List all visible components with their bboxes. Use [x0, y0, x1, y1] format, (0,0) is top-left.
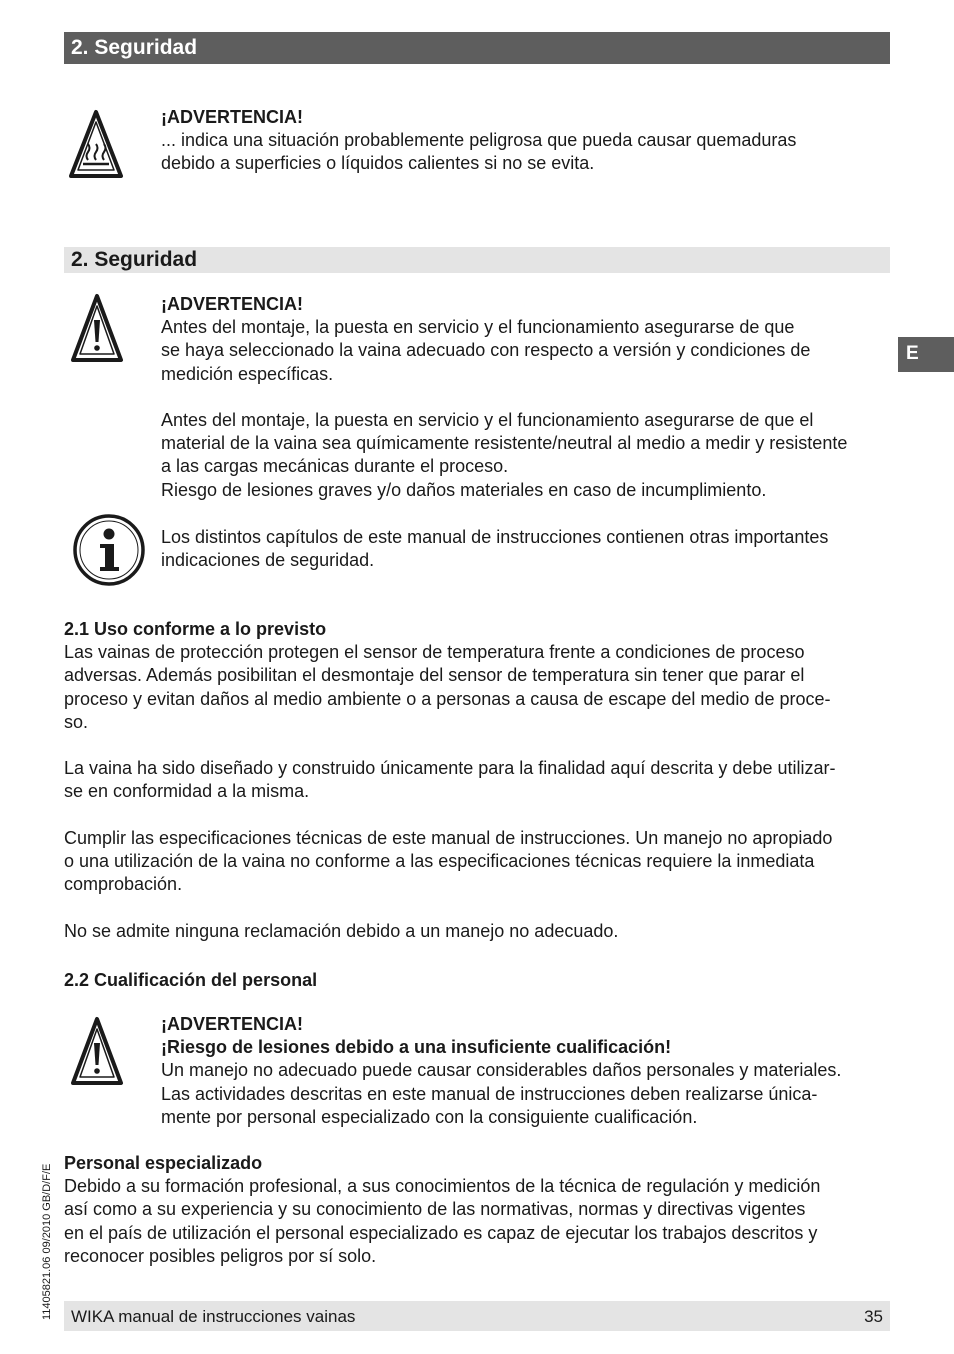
exclamation-warning-icon	[70, 1015, 124, 1087]
section-header-bar-top	[64, 32, 890, 64]
warning-general-line: material de la vaina sea químicamente resistente/neutral al medio a medir y resistente	[161, 433, 848, 454]
language-tab	[898, 337, 954, 372]
paragraph-line: comprobación.	[64, 874, 183, 895]
paragraph-line: proceso y evitan daños al medio ambiente o a personas a causa de escape del medio de proce-	[64, 688, 831, 709]
section-2-2-heading: 2.2 Cualificación del personal	[64, 970, 318, 990]
warning-qualification-line: Un manejo no adecuado puede causar considerables daños personales y materiales.	[161, 1060, 842, 1081]
warning-general-line: medición específicas.	[161, 363, 334, 384]
paragraph-line: adversas. Además posibilitan el desmontaje del sensor de temperatura sin tener que parar el	[64, 665, 805, 686]
warning-general-line: Riesgo de lesiones graves y/o daños materiales en caso de incumplimiento.	[161, 479, 767, 500]
personal-especializado-heading: Personal especializado	[64, 1153, 263, 1173]
hot-surface-warning-icon	[68, 108, 124, 180]
warning-hot-line: ... indica una situación probablemente peligrosa que pueda causar quemaduras	[161, 130, 797, 151]
document-code-text: 11405821.06 09/2010 GB/D/F/E	[41, 1163, 53, 1320]
exclamation-warning-icon	[70, 292, 124, 364]
paragraph-line: Debido a su formación profesional, a sus conocimientos de la técnica de regulación y medición	[64, 1176, 821, 1197]
warning-qualification-line: Las actividades descritas en este manual de instrucciones deben realizarse única-	[161, 1083, 818, 1104]
section-title: 2. Seguridad	[71, 248, 198, 271]
info-icon	[72, 513, 146, 587]
section-2-1-heading: 2.1 Uso conforme a lo previsto	[64, 619, 327, 639]
warning-general-title: ¡ADVERTENCIA!	[161, 294, 303, 314]
paragraph-line: en el país de utilización el personal especializado es capaz de ejecutar los trabajos descritos y	[64, 1222, 818, 1243]
paragraph-line: se en conformidad a la misma.	[64, 781, 310, 802]
warning-hot-title: ¡ADVERTENCIA!	[161, 107, 303, 127]
section-title-top: 2. Seguridad	[71, 36, 198, 59]
paragraph-line: so.	[64, 711, 89, 732]
info-note-line: indicaciones de seguridad.	[161, 550, 375, 571]
language-tab-label: E	[906, 343, 919, 364]
warning-general-block	[161, 293, 891, 502]
paragraph-line: La vaina ha sido diseñado y construido únicamente para la finalidad aquí descrita y debe utilizar-	[64, 758, 836, 779]
section-2-1	[64, 618, 894, 943]
personal-especializado-block	[64, 1152, 894, 1268]
document-code-vertical	[38, 1088, 56, 1320]
warning-qualification-title: ¡ADVERTENCIA!	[161, 1014, 303, 1034]
warning-qualification-subtitle: ¡Riesgo de lesiones debido a una insuficiente cualificación!	[161, 1037, 672, 1058]
warning-qualification-block	[161, 1013, 891, 1129]
paragraph-line: Cumplir las especificaciones técnicas de este manual de instrucciones. Un manejo no apropiado	[64, 827, 833, 848]
warning-general-line: se haya seleccionado la vaina adecuado con respecto a versión y condiciones de	[161, 340, 811, 361]
warning-general-line: a las cargas mecánicas durante el proceso.	[161, 456, 509, 477]
warning-hot-line: debido a superficies o líquidos calientes si no se evita.	[161, 153, 595, 174]
warning-general-line: Antes del montaje, la puesta en servicio y el funcionamiento asegurarse de que	[161, 317, 795, 338]
paragraph-line: No se admite ninguna reclamación debido a un manejo no adecuado.	[64, 920, 619, 941]
warning-qualification-line: mente por personal especializado con la consiguiente cualificación.	[161, 1106, 698, 1127]
warning-general-line: Antes del montaje, la puesta en servicio y el funcionamiento asegurarse de que el	[161, 410, 814, 430]
paragraph-line: así como a su experiencia y su conocimiento de las normativas, normas y directivas vigentes	[64, 1199, 806, 1220]
info-note-line: Los distintos capítulos de este manual de instrucciones contienen otras importantes	[161, 527, 829, 547]
info-note-block	[161, 526, 891, 572]
paragraph-line: o una utilización de la vaina no conforme a las especificaciones técnicas requiere la inmediata	[64, 851, 815, 871]
section-header-bar	[64, 247, 890, 273]
paragraph-line: reconocer posibles peligros por sí solo.	[64, 1245, 377, 1266]
page-number: 35	[864, 1307, 883, 1326]
page-footer	[64, 1301, 890, 1331]
warning-hot-block	[161, 106, 891, 176]
footer-label: WIKA manual de instrucciones vainas	[71, 1307, 356, 1326]
paragraph-line: Las vainas de protección protegen el sensor de temperatura frente a condiciones de proceso	[64, 642, 805, 663]
